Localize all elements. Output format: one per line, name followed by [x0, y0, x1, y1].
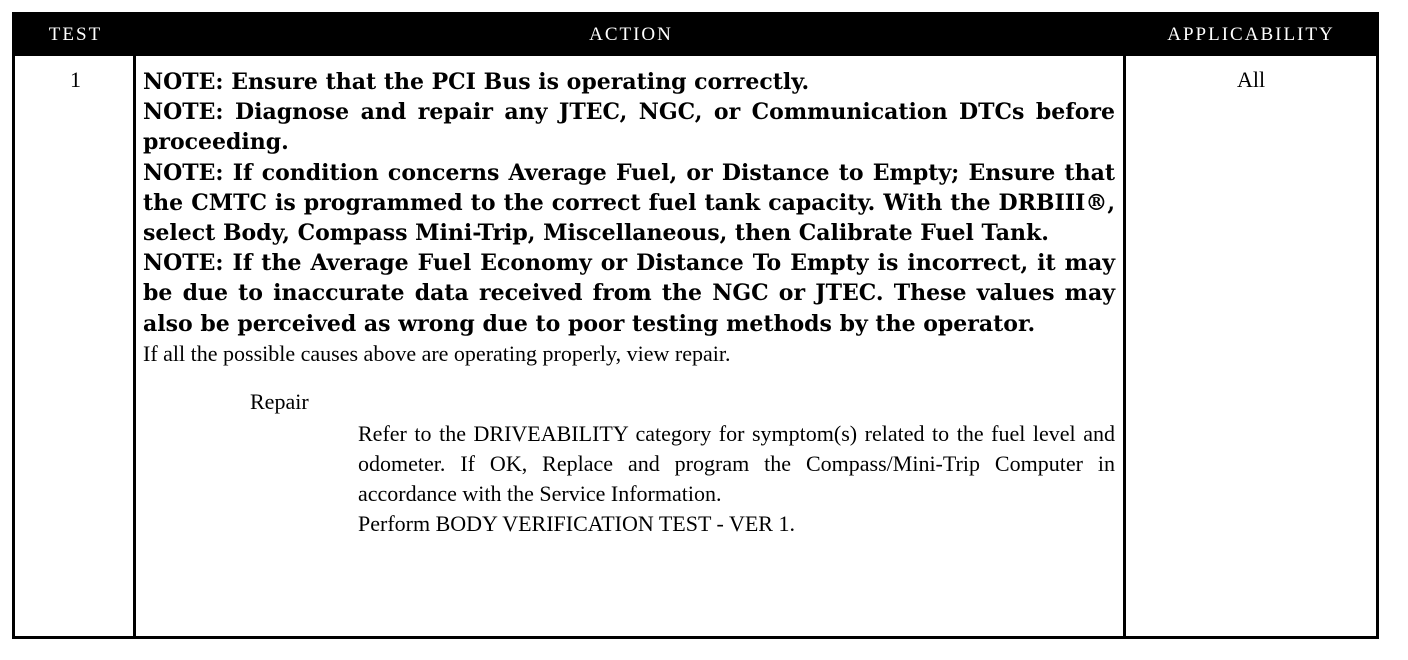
- header-applicability: APPLICABILITY: [1167, 24, 1335, 45]
- action-cell: [143, 67, 1115, 539]
- applicability-value: All: [1236, 67, 1266, 92]
- header-action: ACTION: [589, 24, 673, 45]
- repair-text: Refer to the DRIVEABILITY category for symptom(s) related to the fuel level and odometer. If OK, Replace and program the Compass/Mini-Trip Computer in accordance with the Service Information.: [358, 421, 1115, 507]
- repair-label: Repair: [250, 389, 309, 415]
- note-fuel-tank-capacity: NOTE: If condition concerns Average Fuel, or Distance to Empty; Ensure that the CMTC is programmed to the correct fuel tank capacity. With the DRBIII®, select Body, Compass Mini-Trip, Miscellaneous, then Calibrate Fuel Tank.: [143, 159, 1115, 247]
- note-pci-bus: NOTE: Ensure that the PCI Bus is operating correctly.: [143, 69, 810, 95]
- instruction-text: If all the possible causes above are operating properly, view repair.: [143, 340, 731, 366]
- verification-test: Perform BODY VERIFICATION TEST - VER 1.: [358, 511, 795, 537]
- column-divider: [133, 56, 136, 636]
- diagnostic-table: [12, 12, 1379, 639]
- header-test: TEST: [48, 24, 103, 45]
- table-header: [15, 15, 1376, 56]
- column-divider: [1123, 56, 1126, 636]
- test-number: 1: [70, 67, 81, 92]
- note-diagnose-dtcs: NOTE: Diagnose and repair any JTEC, NGC, or Communication DTCs before proceeding.: [143, 99, 1115, 156]
- note-inaccurate-data: NOTE: If the Average Fuel Economy or Distance To Empty is incorrect, it may be due to inaccurate data received from the NGC or JTEC. These values may also be perceived as wrong due to poor testing methods by the operator.: [143, 250, 1115, 337]
